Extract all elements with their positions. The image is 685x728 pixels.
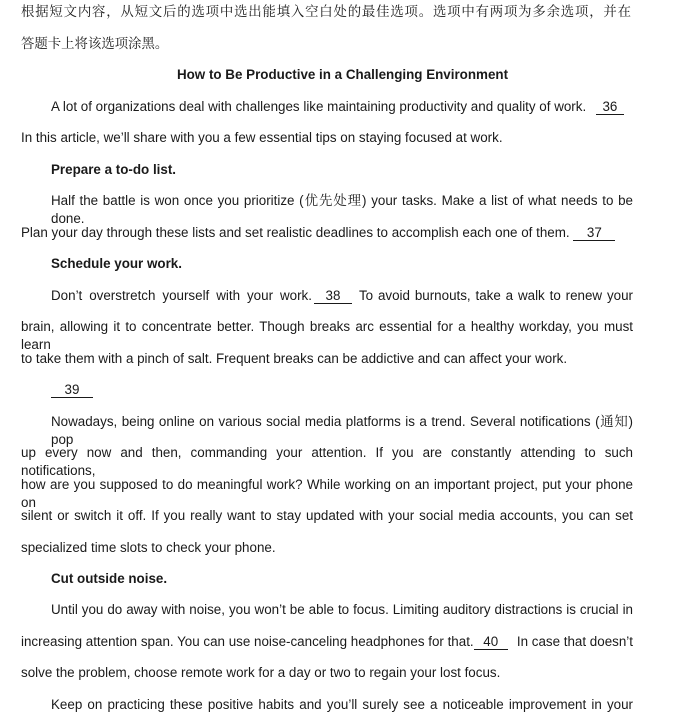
blank-38: 38 (314, 289, 352, 304)
instructions-line-1: 根据短文内容，从短文后的选项中选出能填入空白处的最佳选项。选项中有两项为多余选项，并在 (21, 5, 631, 20)
todo-line-2 (21, 224, 635, 242)
social-blank-line (51, 381, 635, 399)
schedule-line-1 (51, 287, 633, 305)
social-line-1: Nowadays, being online on various social media platforms is a trend. Several notifications (通知) pop (51, 414, 633, 447)
schedule-line-3: to take them with a pinch of salt. Frequent breaks can be addictive and can affect your work. (21, 351, 568, 366)
social-line-3: how are you supposed to do meaningful work? While working on an important project, put your phone on (21, 477, 633, 510)
blank-40: 40 (474, 635, 508, 650)
noise-text-a: increasing attention span. You can use noise-canceling headphones for that. (21, 634, 474, 649)
schedule-text-b: To avoid burnouts, take a walk to renew your (358, 288, 633, 303)
heading-noise: Cut outside noise. (51, 571, 168, 586)
noise-line-2 (21, 633, 633, 651)
noise-line-3: solve the problem, choose remote work for a day or two to regain your lost focus. (21, 665, 501, 680)
heading-todo: Prepare a to-do list. (51, 162, 177, 177)
social-line-4: silent or switch it off. If you really want to stay updated with your social media accounts, you can set (21, 508, 633, 523)
schedule-line-2: brain, allowing it to concentrate better. Though breaks arc essential for a healthy workday, you must learn (21, 319, 633, 352)
intro-line-2: In this article, we’ll share with you a few essential tips on staying focused at work. (21, 130, 503, 145)
todo-line-1: Half the battle is won once you prioritize (优先处理) your tasks. Make a list of what needs to be done. (51, 193, 633, 226)
passage-title: How to Be Productive in a Challenging Environment (176, 67, 509, 82)
social-line-2: up every now and then, commanding your attention. If you are constantly attending to such notifications, (21, 445, 633, 478)
noise-text-b: In case that doesn’t (516, 634, 633, 649)
schedule-text-a: Don’t overstretch yourself with your work. (51, 288, 312, 303)
instructions-line-2: 答题卡上将该选项涂黑。 (21, 37, 169, 52)
intro-text: A lot of organizations deal with challenges like maintaining productivity and quality of work. (51, 99, 587, 114)
social-line-5: specialized time slots to check your phone. (21, 540, 276, 555)
blank-37: 37 (573, 226, 615, 241)
noise-line-1: Until you do away with noise, you won’t be able to focus. Limiting auditory distractions is crucial in (51, 602, 633, 617)
intro-line-1 (51, 98, 631, 116)
todo-text: Plan your day through these lists and set realistic deadlines to accomplish each one of them. (21, 225, 570, 240)
blank-36: 36 (596, 100, 624, 115)
heading-schedule: Schedule your work. (51, 256, 182, 271)
closing-line-1: Keep on practicing these positive habits and you’ll surely see a noticeable improvement in your (51, 697, 633, 712)
blank-39: 39 (51, 383, 93, 398)
